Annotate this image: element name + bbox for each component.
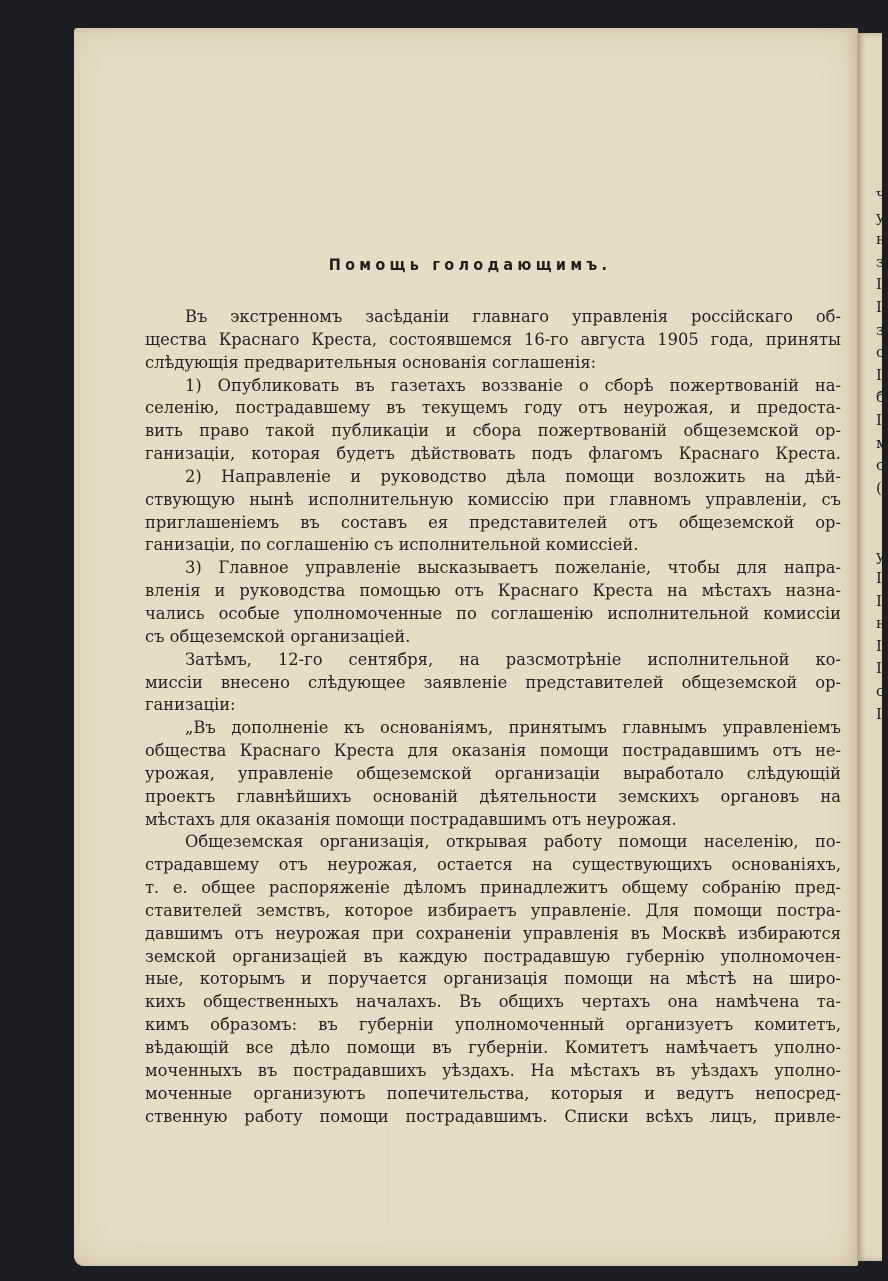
text-line: ственную работу помощи пострадавшимъ. Списки всѣхъ лицъ, привле- [145,1106,841,1126]
facing-page-letter: з [876,252,885,271]
text-line: чались особые уполномоченные по соглашенію исполнительной комиссіи [145,603,841,623]
facing-page-letter: у [876,546,885,565]
facing-page-letter: I [876,410,882,429]
text-line: приглашеніемъ въ составъ ея представителей отъ общеземской ор- [145,512,841,532]
text-line: миссіи внесено слѣдующее заявленіе представителей общеземской ор- [145,672,841,692]
text-line: общества Краснаго Креста для оказанія помощи пострадавшимъ отъ не- [145,741,841,761]
text-line: вѣдающій все дѣло помощи въ губерніи. Комитетъ намѣчаетъ уполно- [145,1038,841,1057]
text-line: 3) Главное управленіе высказываетъ пожеланіе, чтобы для напра- [185,558,841,578]
facing-page-letter: у [876,207,885,226]
text-line: вленія и руководства помощью отъ Краснаго Креста на мѣстахъ назна- [145,581,841,601]
faded-stamp [136,1128,388,1248]
text-line: мѣстахъ для оказанія помощи пострадавшимъ отъ неурожая. [145,809,677,829]
text-line: вить право такой публикаціи и сбора пожертвованій общеземской ор- [145,421,841,441]
text-line: ганизаціи, по соглашенію съ исполнительной комиссіей. [145,535,639,555]
facing-page-letter: б [876,388,886,407]
text-line: урожая, управленіе общеземской организаціи выработало слѣдующій [145,763,841,783]
text-line: Въ экстренномъ засѣданіи главнаго управленія россійскаго об- [185,307,841,326]
text-line: „Въ дополненіе къ основаніямъ, принятымъ главнымъ управленіемъ [185,718,841,738]
text-line: ные, которымъ и поручается организація помощи на мѣстѣ на широ- [145,969,841,989]
facing-page-letter: с [876,343,885,362]
facing-page-letter: з [876,320,885,339]
text-line: кимъ образомъ: въ губерніи уполномоченный организуетъ комитетъ, [145,1015,841,1035]
facing-page-letter: I [876,365,882,384]
document-page [74,28,858,1266]
text-line: 1) Опубликовать въ газетахъ воззваніе о сборѣ пожертвованій на- [185,375,841,395]
facing-page-letter: м [876,433,888,452]
facing-page-edge [857,33,888,1261]
facing-page-text [876,183,888,725]
facing-page-letter: I [876,704,882,723]
facing-page-letter: I [876,297,882,316]
text-line: проектъ главнѣйшихъ основаній дѣятельности земскихъ органовъ на [145,786,841,806]
text-line: съ общеземской организаціей. [145,626,411,646]
text-line: Общеземская организація, открывая работу помощи населенію, по- [185,832,841,852]
text-line: щества Краснаго Креста, состоявшемся 16-го августа 1905 года, приняты [145,329,841,349]
text-line: страдавшему отъ неурожая, остается на существующихъ основаніяхъ, [145,855,841,875]
facing-page-letter: I [876,636,882,655]
facing-page-letter: I [876,275,882,294]
facing-page-letter: I [876,591,882,610]
document-body [145,306,841,1128]
text-line: ганизаціи: [145,695,236,715]
facing-page-letter: ч [876,185,886,203]
text-line: 2) Направленіе и руководство дѣла помощи возложить на дѣй- [185,466,841,486]
facing-page-letter: с [876,456,885,475]
text-line: моченные организуютъ попечительства, которыя и ведутъ непосред- [145,1083,841,1103]
facing-page-letter: ( [876,478,882,497]
text-line: ствующую нынѣ исполнительную комиссію при главномъ управленіи, съ [145,489,841,509]
text-line: кихъ общественныхъ началахъ. Въ общихъ чертахъ она намѣчена та- [145,992,841,1012]
text-line: ставителей земствъ, которое избираетъ управленіе. Для помощи постра- [145,900,841,920]
facing-page-letter: с [876,682,885,701]
facing-page-letter [876,499,888,522]
text-line: моченныхъ въ пострадавшихъ уѣздахъ. На мѣстахъ въ уѣздахъ уполно- [145,1060,841,1080]
facing-page-letter [876,522,888,545]
text-line: Затѣмъ, 12-го сентября, на разсмотрѣніе исполнительной ко- [185,649,841,669]
facing-page-letter: н [876,614,886,633]
text-line: давшимъ отъ неурожая при сохраненіи управленія въ Москвѣ избираются [145,923,841,943]
text-line: ганизаціи, которая будетъ дѣйствовать подъ флагомъ Краснаго Креста. [145,444,841,464]
document-title: Помощь голодающимъ. [328,255,612,274]
facing-page-letter: I [876,659,882,678]
text-line: т. е. общее распоряженіе дѣломъ принадлежитъ общему собранію пред- [145,878,841,898]
text-line: селенію, пострадавшему въ текущемъ году отъ неурожая, и предоста- [145,398,841,418]
facing-page-letter: I [876,569,882,588]
text-line: слѣдующія предварительныя основанія соглашенія: [145,352,597,372]
text-line: земской организаціей въ каждую пострадавшую губернію уполномочен- [145,946,841,966]
facing-page-letter: н [876,230,886,249]
